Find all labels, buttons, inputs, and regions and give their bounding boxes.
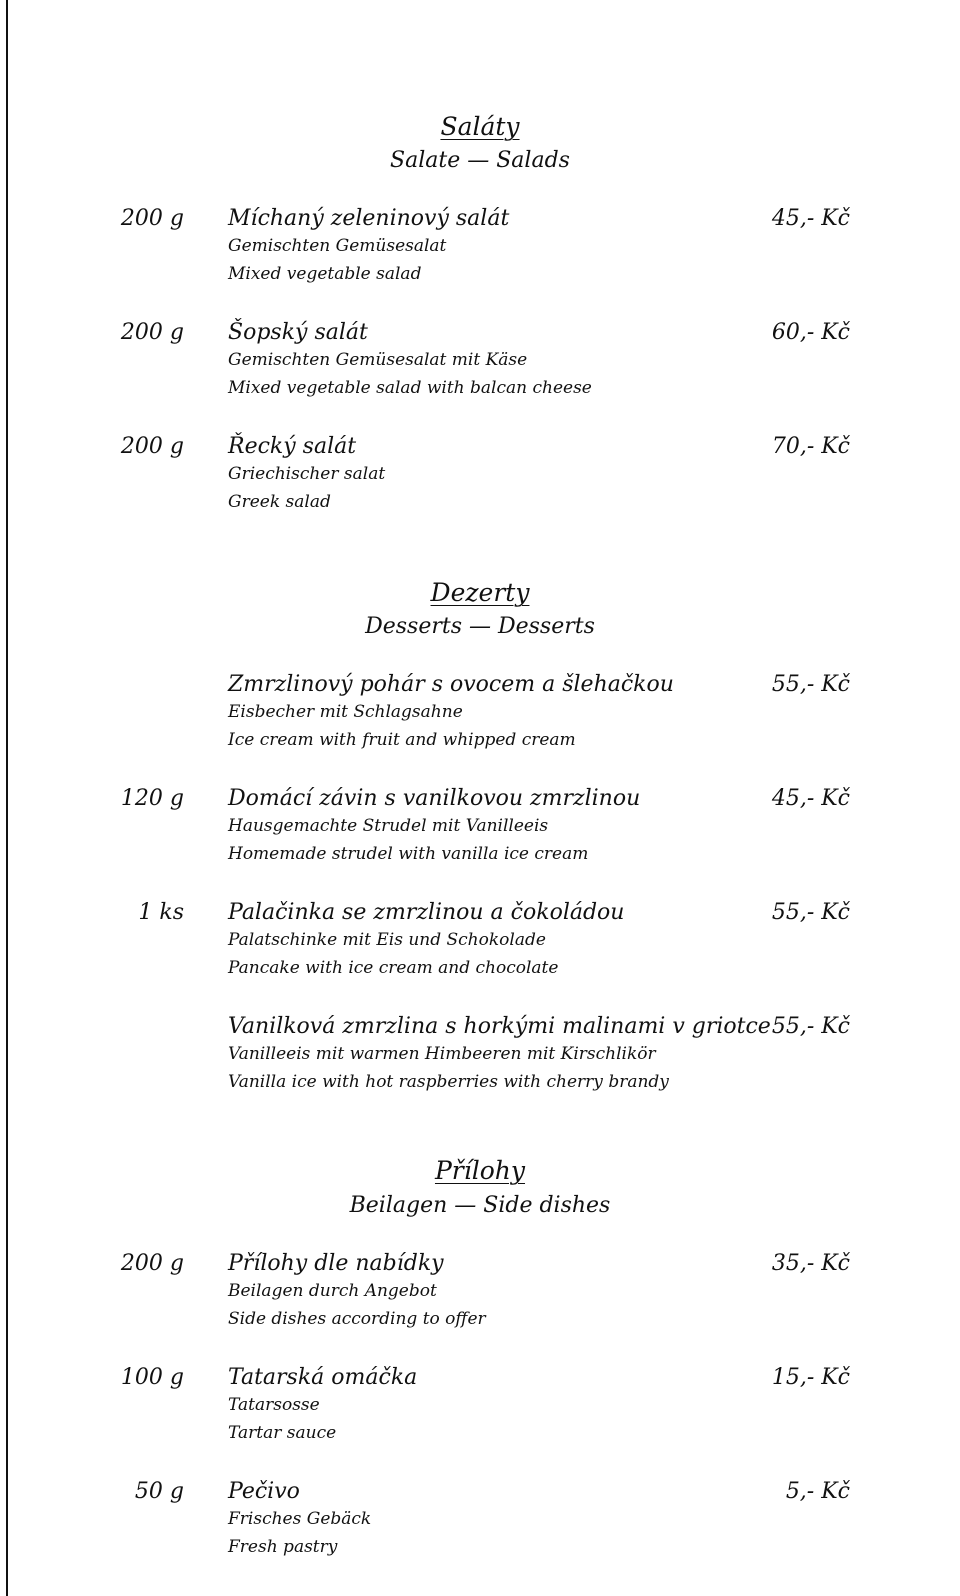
item-name-german: Vanilleeis mit warmen Himbeeren mit Kirschlikör [228, 1044, 656, 1064]
item-name-english: Mixed vegetable salad [228, 264, 422, 284]
item-quantity: 200 g [120, 320, 184, 345]
item-name-english: Fresh pastry [228, 1537, 338, 1557]
item-quantity: 200 g [120, 1251, 184, 1276]
item-name-german: Palatschinke mit Eis und Schokolade [228, 930, 546, 950]
item-name-german: Frisches Gebäck [228, 1509, 372, 1529]
section-subtitle-desserts: Desserts — Desserts [365, 614, 595, 639]
item-name-english: Pancake with ice cream and chocolate [228, 958, 559, 978]
menu-item [0, 434, 960, 524]
item-price: 55,- Kč [771, 900, 850, 925]
item-name-german: Hausgemachte Strudel mit Vanilleeis [228, 816, 549, 836]
menu-item [0, 672, 960, 762]
item-name-english: Greek salad [228, 492, 331, 512]
item-name: Šopský salát [228, 320, 368, 345]
section-title-desserts: Dezerty [430, 578, 530, 607]
item-price: 55,- Kč [771, 672, 850, 697]
section-subtitle-salads: Salate — Salads [390, 148, 570, 173]
item-name-english: Ice cream with fruit and whipped cream [228, 730, 576, 750]
item-name-german: Tatarsosse [228, 1395, 320, 1415]
item-quantity: 1 ks [138, 900, 184, 925]
item-price: 70,- Kč [771, 434, 850, 459]
item-price: 15,- Kč [771, 1365, 850, 1390]
item-name-german: Eisbecher mit Schlagsahne [228, 702, 463, 722]
item-price: 60,- Kč [771, 320, 850, 345]
item-price: 5,- Kč [785, 1479, 850, 1504]
item-name: Řecký salát [228, 434, 357, 459]
menu-item [0, 1014, 960, 1104]
item-price: 45,- Kč [771, 786, 850, 811]
section-title-side-dishes: Přílohy [434, 1156, 526, 1185]
item-name: Tatarská omáčka [228, 1365, 418, 1390]
section-title-salads: Saláty [440, 112, 520, 141]
menu-item [0, 786, 960, 876]
item-price: 55,- Kč [771, 1014, 850, 1039]
item-quantity: 100 g [120, 1365, 184, 1390]
menu-item [0, 1479, 960, 1569]
item-name-english: Vanilla ice with hot raspberries with cherry brandy [228, 1072, 669, 1092]
item-name-german: Griechischer salat [228, 464, 386, 484]
item-name: Zmrzlinový pohár s ovocem a šlehačkou [228, 672, 674, 697]
item-name-english: Homemade strudel with vanilla ice cream [228, 844, 589, 864]
item-name: Vanilková zmrzlina s horkými malinami v griotce [228, 1014, 771, 1039]
item-name: Přílohy dle nabídky [228, 1251, 444, 1276]
item-name: Domácí závin s vanilkovou zmrzlinou [228, 786, 641, 811]
item-price: 45,- Kč [771, 206, 850, 231]
item-price: 35,- Kč [771, 1251, 850, 1276]
item-name-english: Mixed vegetable salad with balcan cheese [228, 378, 592, 398]
item-quantity: 50 g [134, 1479, 184, 1504]
section-subtitle-side-dishes: Beilagen — Side dishes [349, 1193, 611, 1218]
item-name-english: Tartar sauce [228, 1423, 337, 1443]
item-name: Pečivo [228, 1479, 300, 1504]
menu-item [0, 1365, 960, 1455]
item-name-german: Gemischten Gemüsesalat [228, 236, 447, 256]
item-quantity: 200 g [120, 434, 184, 459]
item-name-english: Side dishes according to offer [228, 1309, 486, 1329]
menu-item [0, 206, 960, 296]
item-name: Míchaný zeleninový salát [228, 206, 510, 231]
menu-item [0, 320, 960, 410]
item-name-german: Beilagen durch Angebot [228, 1281, 437, 1301]
item-quantity: 120 g [120, 786, 184, 811]
item-name: Palačinka se zmrzlinou a čokoládou [228, 900, 625, 925]
item-name-german: Gemischten Gemüsesalat mit Käse [228, 350, 528, 370]
menu-item [0, 1251, 960, 1341]
item-quantity: 200 g [120, 206, 184, 231]
menu-item [0, 900, 960, 990]
